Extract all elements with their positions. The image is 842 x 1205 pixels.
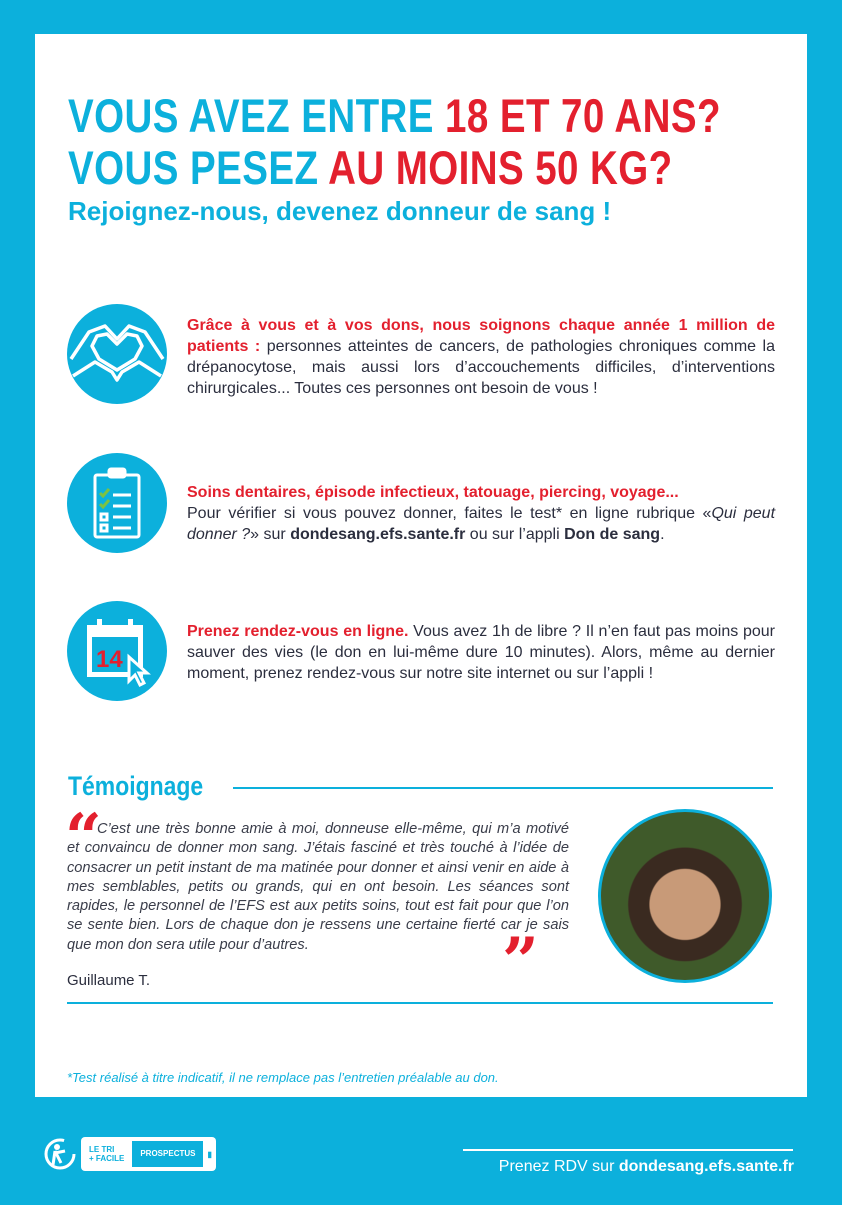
headline-age-label: VOUS AVEZ ENTRE bbox=[68, 89, 446, 142]
headline-age-range: 18 ET 70 ANS? bbox=[445, 89, 721, 142]
rdv-label: Prenez RDV sur bbox=[498, 1158, 619, 1175]
footnote: *Test réalisé à titre indicatif, il ne remplace pas l’entretien préalable au don. bbox=[67, 1070, 499, 1085]
footer-website-link[interactable]: dondesang.efs.sante.fr bbox=[618, 1158, 794, 1175]
tri-facile-badge bbox=[81, 1137, 216, 1171]
website-link[interactable]: dondesang.efs.sante.fr bbox=[290, 526, 466, 543]
open-quote-icon: “ bbox=[65, 800, 102, 875]
checklist-icon bbox=[67, 453, 167, 553]
section-eligibility-bold: Soins dentaires, épisode infectieux, tatouage, piercing, voyage... bbox=[187, 484, 679, 501]
recycling-logo bbox=[43, 1137, 216, 1171]
subtitle: Rejoignez-nous, devenez donneur de sang ! bbox=[68, 196, 612, 226]
prospectus-label: PROSPECTUS bbox=[132, 1141, 203, 1167]
divider bbox=[233, 787, 773, 789]
bin-icon: ▮ bbox=[207, 1149, 212, 1159]
headline-line-1 bbox=[68, 90, 721, 142]
calendar-click-icon bbox=[67, 601, 167, 701]
app-name[interactable]: Don de sang bbox=[564, 526, 661, 543]
close-quote-icon: ” bbox=[502, 924, 539, 999]
section-appointment-text: Vous avez 1h de libre ? Il n’en faut pas moins pour sauver des vies (le don en lui-même dure 10 minutes). Alors, même au dernier moment, prenez rendez-vous sur notre site internet ou sur l’appli ! bbox=[187, 623, 776, 682]
section-patients-text: personnes atteintes de cancers, de pathologies chroniques comme la drépanocytose, mais aussi lors d’accouchements difficiles, d’interventions chirurgicales... Toutes ces personnes ont besoin de vous ! bbox=[187, 338, 776, 397]
headline-line-2 bbox=[68, 142, 673, 194]
author-photo bbox=[598, 809, 772, 983]
tri-label: LE TRI bbox=[89, 1145, 115, 1154]
testimony-title: Témoignage bbox=[68, 771, 204, 801]
poster-panel bbox=[35, 34, 807, 1097]
footer-divider bbox=[463, 1149, 793, 1151]
section-patients bbox=[187, 315, 775, 399]
headline-weight-value: AU MOINS 50 KG? bbox=[328, 141, 673, 194]
eligibility-rubric: Qui peut donner ? bbox=[187, 505, 776, 543]
eligibility-text-3: ou sur l’appli bbox=[465, 526, 565, 543]
eligibility-text-4: . bbox=[660, 526, 665, 543]
section-patients-bold: Grâce à vous et à vos dons, nous soignons chaque année 1 million de patients : bbox=[187, 317, 775, 355]
svg-text:14: 14 bbox=[96, 646, 123, 673]
eligibility-text-2: » sur bbox=[250, 526, 291, 543]
section-eligibility bbox=[187, 482, 775, 545]
headline-weight-label: VOUS PESEZ bbox=[68, 141, 329, 194]
heart-hands-icon bbox=[67, 304, 167, 404]
facile-label: + FACILE bbox=[89, 1154, 125, 1163]
section-appointment-bold: Prenez rendez-vous en ligne. bbox=[187, 623, 409, 640]
testimony-author: Guillaume T. bbox=[67, 972, 151, 989]
footer-rdv bbox=[499, 1158, 794, 1176]
triman-icon bbox=[43, 1137, 77, 1171]
testimony-quote: C’est une très bonne amie à moi, donneuse elle-même, qui m’a motivé et convaincu de donner mon sang. J’étais fasciné et très touché à l’idée de consacrer un petit instant de ma matinée pour donner et ainsi venir en aide à mes semblables, petits ou grands, qui en ont besoin. Les séances sont rapides, le personnel de l’EFS est aux petits soins, tout est fait pour que l’on se sente bien. Lors de chaque don je ressens une certaine fierté car je sais que mon don sera utile pour d’autres. bbox=[67, 821, 569, 953]
eligibility-text: Pour vérifier si vous pouvez donner, faites le test* en ligne rubrique « bbox=[187, 505, 712, 522]
section-appointment bbox=[187, 621, 775, 684]
divider bbox=[67, 1002, 773, 1004]
